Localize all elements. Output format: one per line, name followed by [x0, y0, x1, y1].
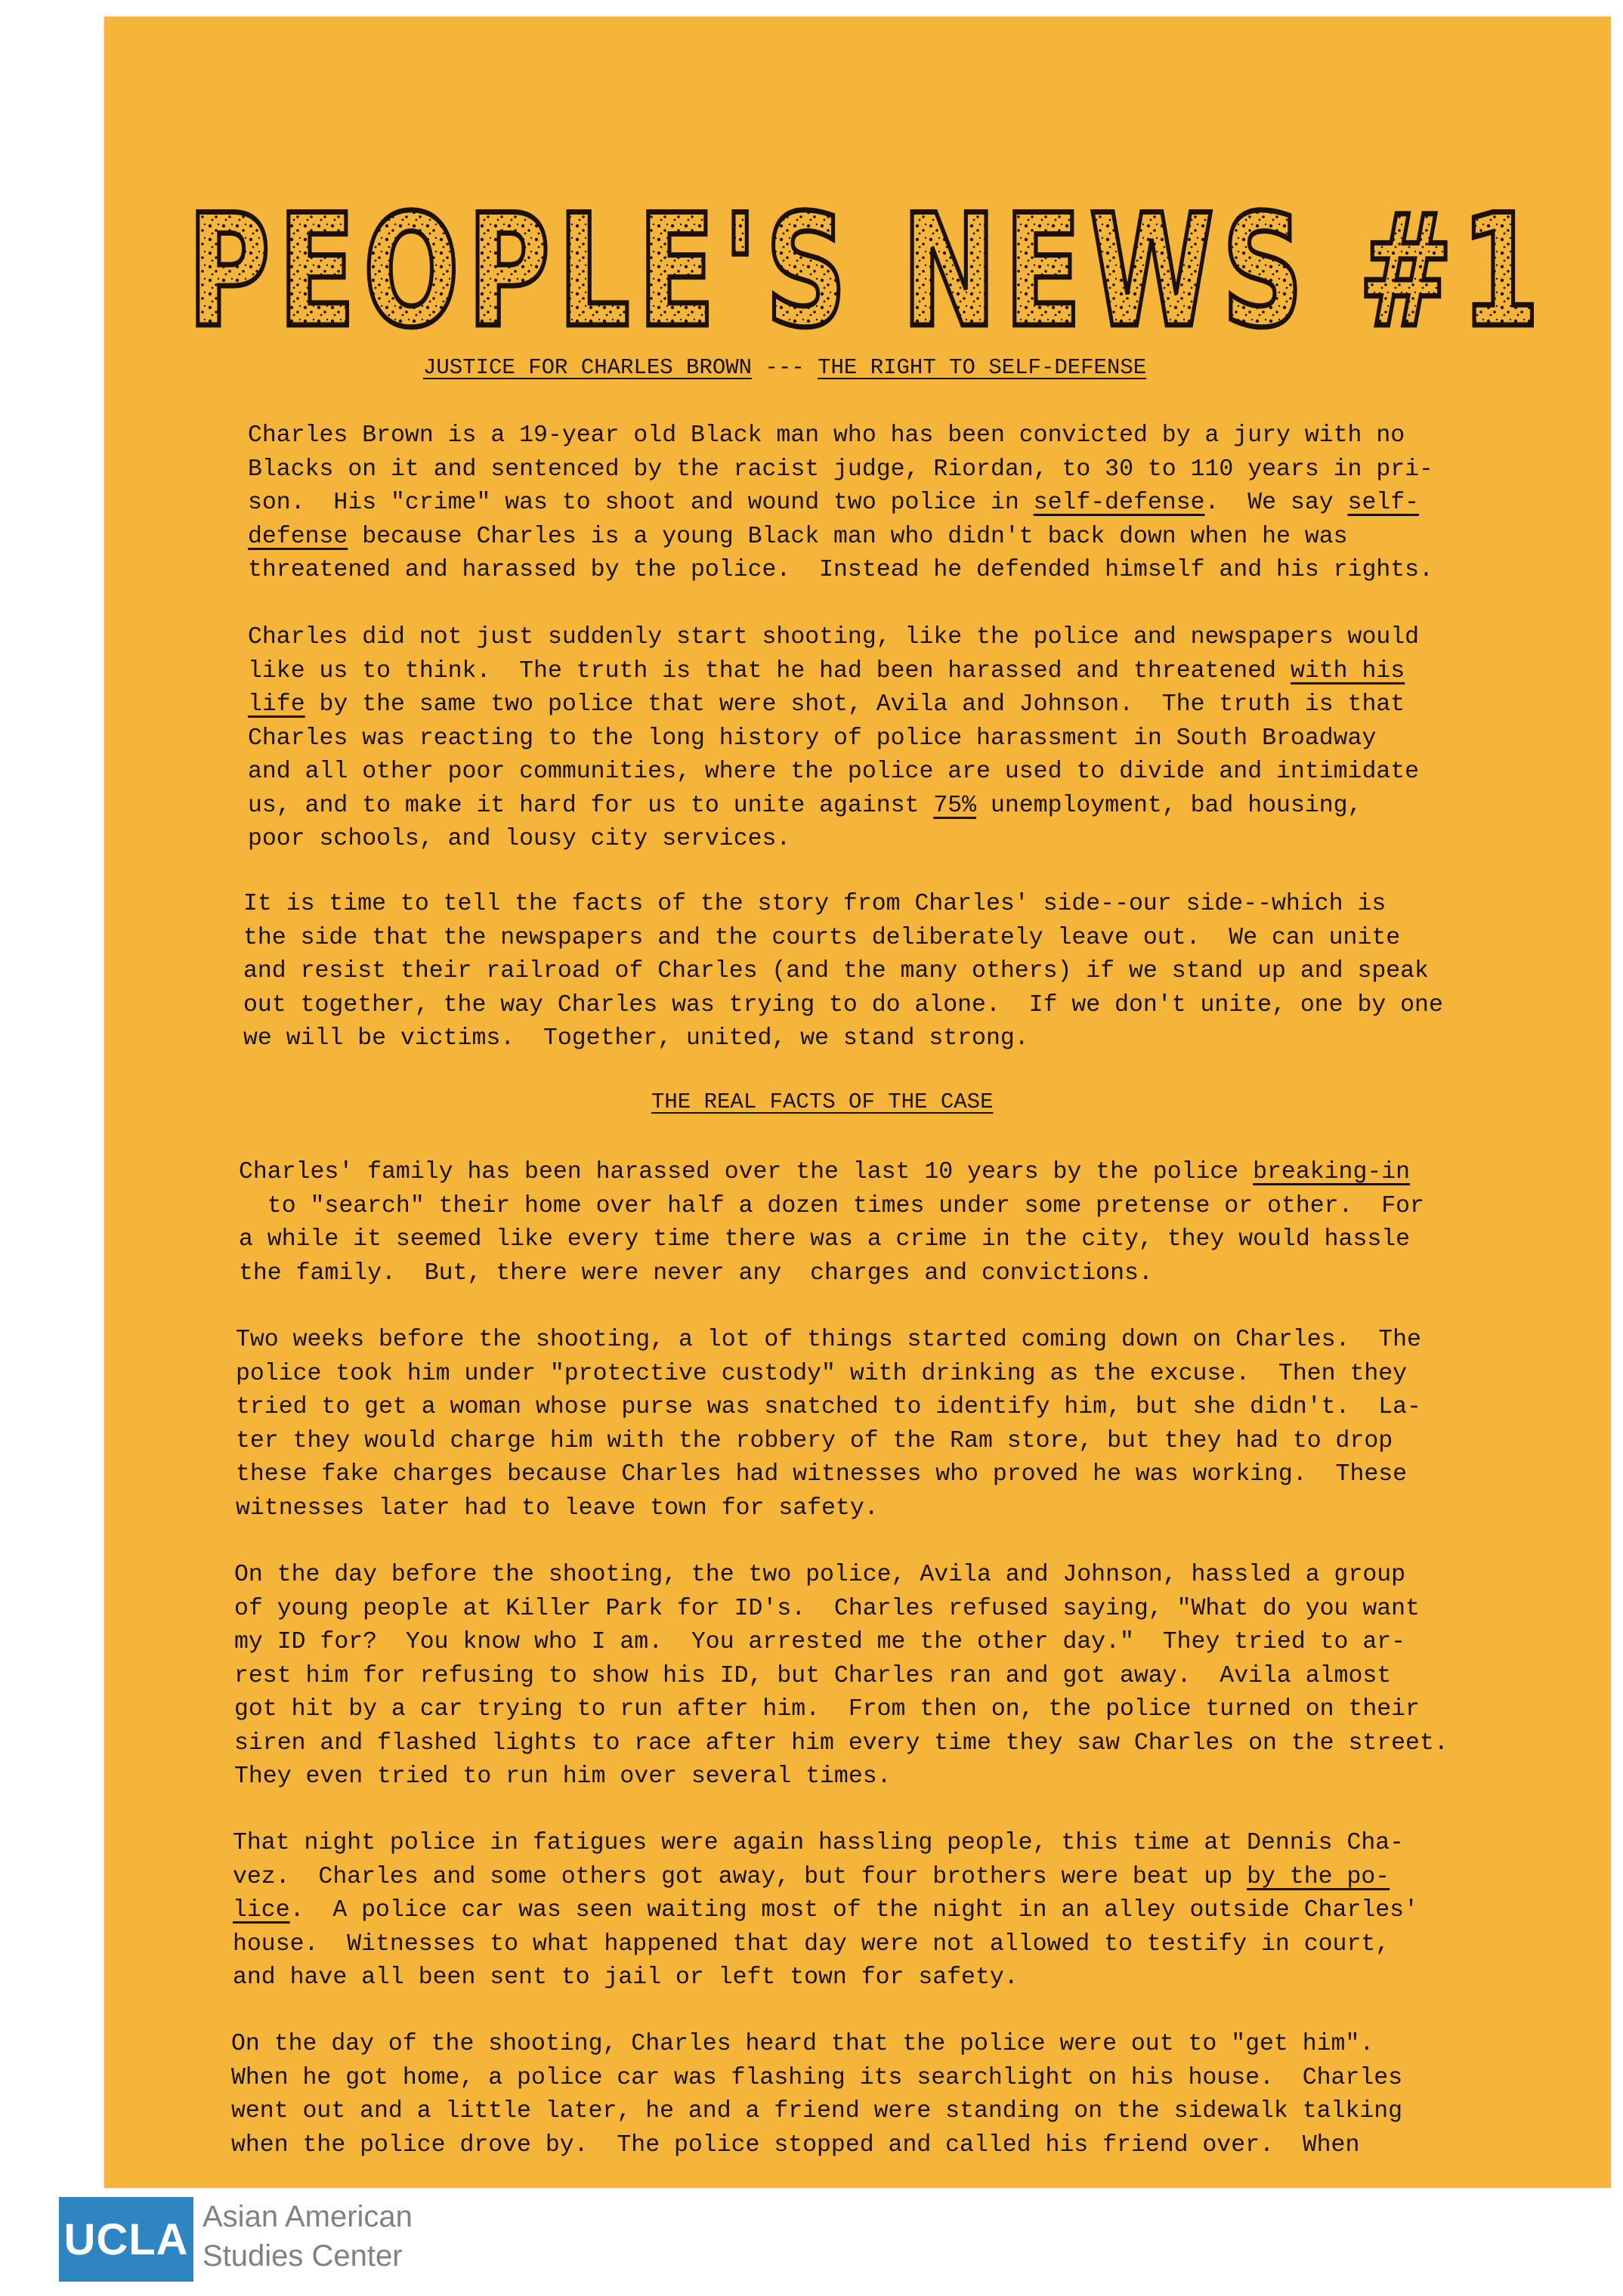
text-line: out together, the way Charles was trying to do alone. If we don't unite, one by one	[243, 991, 1443, 1018]
footer-institution	[202, 2197, 413, 2276]
text-line: When he got home, a police car was flashing its searchlight on his house. Charles	[231, 2064, 1403, 2091]
paragraph-4	[239, 1156, 1538, 1290]
text-line: and resist their railroad of Charles (and the many others) if we stand up and speak	[243, 958, 1429, 984]
text-line: a while it seemed like every time there was a crime in the city, they would hassle	[239, 1226, 1411, 1253]
text-line: vez. Charles and some others got away, but four brothers were beat up by the po-	[233, 1863, 1390, 1890]
text-line: That night police in fatigues were again hassling people, this time at Dennis Cha-	[233, 1830, 1405, 1856]
text-line: to "search" their home over half a dozen times under some pretense or other. For	[239, 1192, 1424, 1219]
text-line: siren and flashed lights to race after him every time they saw Charles on the street.	[234, 1729, 1448, 1757]
text-line: defense because Charles is a young Black man who didn't back down when he was	[248, 523, 1348, 550]
section-heading-facts	[651, 1089, 1180, 1114]
text-line: threatened and harassed by the police. Instead he defended himself and his rights.	[248, 557, 1433, 583]
text-line: Charles was reacting to the long history of police harassment in South Broadway	[248, 725, 1377, 752]
text-line: rest him for refusing to show his ID, but Charles ran and got away. Avila almost	[234, 1662, 1392, 1689]
paragraph-6	[234, 1559, 1534, 1794]
text-line: life by the same two police that were shot, Avila and Johnson. The truth is that	[248, 691, 1405, 718]
masthead	[180, 181, 1563, 340]
text-line: like us to think. The truth is that he had been harassed and threatened with his	[248, 657, 1405, 684]
text-line: lice. A police car was seen waiting most of the night in an alley outside Charles'	[233, 1897, 1418, 1924]
text-line: On the day of the shooting, Charles heard that the police were out to "get him".	[231, 2031, 1374, 2057]
text-line: my ID for? You know who I am. You arrested me the other day." They tried to ar-	[234, 1629, 1406, 1655]
paragraph-3	[243, 888, 1543, 1056]
text-line: ter they would charge him with the robbery of the Ram store, but they had to drop	[236, 1427, 1393, 1454]
text-line: It is time to tell the facts of the story from Charles' side--our side--which is	[243, 891, 1387, 917]
text-line: these fake charges because Charles had witnesses who proved he was working. These	[236, 1461, 1408, 1488]
masthead-title: PEOPLE'S NEWS #1	[187, 182, 1547, 340]
text-line: us, and to make it hard for us to unite against 75% unemployment, bad housing,	[248, 792, 1362, 819]
text-line: got hit by a car trying to run after him. From then on, the police turned on their	[234, 1696, 1420, 1723]
masthead-graphic	[180, 181, 1563, 340]
text-line: poor schools, and lousy city services.	[248, 826, 791, 852]
paragraph-2	[248, 621, 1547, 857]
heading-separator: ---	[752, 355, 818, 380]
text-line: Blacks on it and sentenced by the racist judge, Riordan, to 30 to 110 years in pri-	[248, 456, 1433, 483]
text-line: Charles' family has been harassed over the last 10 years by the police breaking-in	[239, 1159, 1411, 1185]
paragraph-7	[233, 1827, 1532, 1995]
text-line: They even tried to run him over several times.	[234, 1763, 892, 1790]
footer-line-1: Asian American	[202, 2200, 413, 2233]
text-line: the side that the newspapers and the courts deliberately leave out. We can unite	[243, 924, 1401, 951]
text-line: Charles Brown is a 19-year old Black man who has been convicted by a jury with no	[248, 422, 1405, 449]
text-line: son. His "crime" was to shoot and wound two police in self-defense. We say self-	[248, 490, 1420, 516]
text-line: Charles did not just suddenly start shooting, like the police and newspapers would	[248, 624, 1420, 650]
heading-justice-for-charles: JUSTICE FOR CHARLES BROWN	[423, 355, 753, 380]
text-line: and have all been sent to jail or left town for safety.	[233, 1964, 1019, 1991]
text-line: tried to get a woman whose purse was snatched to identify him, but she didn't. La-	[236, 1394, 1421, 1420]
text-line: went out and a little later, he and a friend were standing on the sidewalk talking	[231, 2098, 1403, 2124]
heading-right-to-self-defense: THE RIGHT TO SELF-DEFENSE	[818, 355, 1147, 380]
text-line: we will be victims. Together, united, we stand strong.	[243, 1025, 1029, 1052]
heading-real-facts: THE REAL FACTS OF THE CASE	[651, 1089, 994, 1114]
text-line: witnesses later had to leave town for safety.	[236, 1494, 879, 1522]
paragraph-5	[236, 1324, 1535, 1525]
section-heading-justice	[423, 355, 1254, 380]
text-line: On the day before the shooting, the two police, Avila and Johnson, hassled a group	[234, 1562, 1406, 1588]
text-line: of young people at Killer Park for ID's. Charles refused saying, "What do you want	[234, 1595, 1420, 1622]
text-line: the family. But, there were never any charges and convictions.	[239, 1259, 1153, 1287]
text-line: police took him under "protective custody" with drinking as the excuse. Then they	[236, 1360, 1408, 1387]
text-line: Two weeks before the shooting, a lot of things started coming down on Charles. The	[236, 1327, 1421, 1353]
text-line: house. Witnesses to what happened that day were not allowed to testify in court,	[233, 1930, 1390, 1958]
text-line: and all other poor communities, where the police are used to divide and intimidate	[248, 759, 1420, 785]
paragraph-1	[248, 419, 1547, 588]
ucla-logo: UCLA	[59, 2197, 193, 2282]
text-line: when the police drove by. The police stopped and called his friend over. When	[231, 2131, 1360, 2158]
paragraph-8	[231, 2028, 1531, 2162]
footer-line-2: Studies Center	[202, 2239, 403, 2273]
